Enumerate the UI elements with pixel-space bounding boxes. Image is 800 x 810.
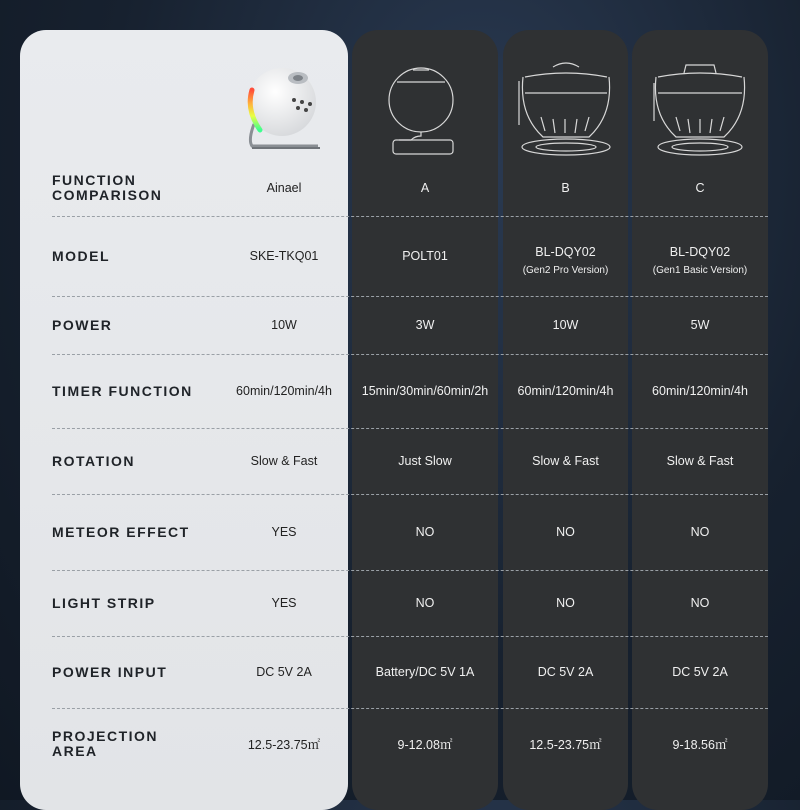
- column-header-b: B: [561, 181, 570, 195]
- cell-a-rotation: Just Slow: [398, 454, 452, 468]
- cell-value: POLT01: [402, 249, 448, 263]
- row-label-meteor: METEOR EFFECT: [52, 523, 190, 540]
- table-row-meteor: [0, 494, 800, 570]
- cell-main-meteor: YES: [271, 525, 297, 539]
- cell-a-projection-area: 9-12.08㎡: [397, 738, 453, 752]
- cell-main-power-input: DC 5V 2A: [256, 665, 312, 679]
- cell-value: BL-DQY02: [669, 244, 731, 259]
- table-row-model: [0, 216, 800, 296]
- function-comparison-label: FUNCTION COMPARISON: [52, 172, 163, 203]
- cell-main-power: 10W: [271, 318, 297, 332]
- header-row: [0, 160, 800, 216]
- table-row-rotation: [0, 428, 800, 494]
- cell-b-rotation: Slow & Fast: [532, 454, 599, 468]
- cell-value: BL-DQY02: [535, 244, 596, 259]
- product-a-image: [385, 62, 465, 158]
- cell-c-projection-area: 9-18.56㎡: [672, 738, 728, 752]
- cell-subvalue: (Gen2 Pro Version): [522, 264, 609, 276]
- cell-a-model: [352, 216, 498, 296]
- product-c-image: [648, 55, 752, 160]
- row-label-power-input: POWER INPUT: [52, 663, 168, 680]
- cell-main-timer: 60min/120min/4h: [236, 384, 332, 398]
- column-header-ainael: Ainael: [266, 181, 302, 195]
- table-row-power: [0, 296, 800, 354]
- cell-c-timer: 60min/120min/4h: [652, 384, 748, 398]
- row-label-projection-area: PROJECTION AREA: [52, 728, 159, 759]
- cell-b-power-input: DC 5V 2A: [537, 665, 594, 679]
- cell-main-model: [230, 216, 338, 296]
- cell-a-power: 3W: [415, 318, 435, 332]
- cell-b-timer: 60min/120min/4h: [517, 384, 614, 398]
- table-row-power-input: [0, 636, 800, 708]
- row-label-rotation: ROTATION: [52, 452, 136, 469]
- cell-value: SKE-TKQ01: [249, 249, 319, 263]
- cell-a-power-input: Battery/DC 5V 1A: [375, 665, 475, 679]
- cell-b-light-strip: NO: [556, 596, 575, 610]
- column-header-a: A: [420, 181, 430, 195]
- row-label-light-strip: LIGHT STRIP: [52, 594, 156, 611]
- cell-subvalue: (Gen1 Basic Version): [652, 264, 748, 276]
- product-b-image: [515, 55, 617, 160]
- cell-c-power-input: DC 5V 2A: [672, 665, 728, 679]
- cell-main-light-strip: YES: [271, 596, 297, 610]
- cell-main-rotation: Slow & Fast: [250, 454, 318, 468]
- ainael-projector-image: [240, 62, 330, 158]
- cell-c-power: 5W: [690, 318, 710, 332]
- table-row-projection-area: [0, 708, 800, 780]
- cell-a-meteor: NO: [415, 525, 435, 539]
- cell-c-light-strip: NO: [690, 596, 710, 610]
- cell-c-rotation: Slow & Fast: [666, 454, 734, 468]
- cell-b-projection-area: 12.5-23.75㎡: [529, 738, 602, 752]
- row-label-model: MODEL: [52, 247, 111, 264]
- cell-a-timer: 15min/30min/60min/2h: [361, 384, 489, 398]
- cell-b-power: 10W: [552, 318, 579, 332]
- cell-b-meteor: NO: [556, 525, 575, 539]
- cell-main-projection-area: 12.5-23.75㎡: [247, 738, 321, 752]
- row-label-timer: TIMER FUNCTION: [52, 382, 193, 399]
- cell-b-model: [503, 216, 628, 300]
- table-row-timer: [0, 354, 800, 428]
- cell-c-meteor: NO: [690, 525, 710, 539]
- cell-c-model: [632, 216, 768, 300]
- column-header-c: C: [695, 181, 705, 195]
- row-label-power: POWER: [52, 316, 113, 333]
- cell-a-light-strip: NO: [415, 596, 435, 610]
- table-row-light-strip: [0, 570, 800, 636]
